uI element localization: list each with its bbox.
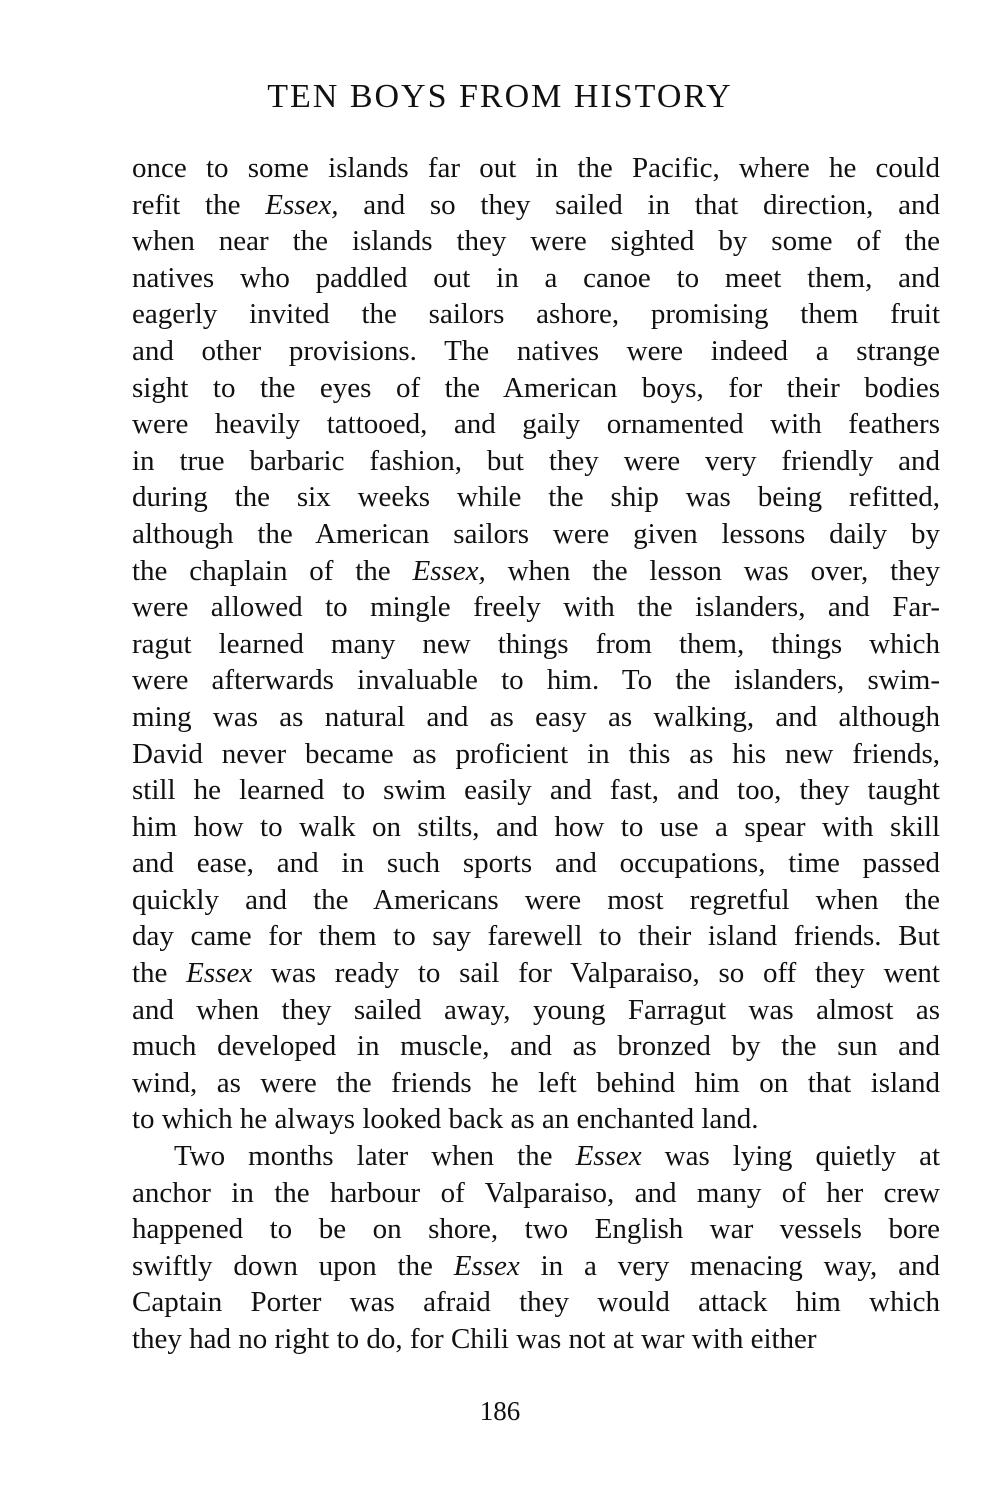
text-line xyxy=(132,553,940,590)
text-line xyxy=(132,479,940,516)
body-text xyxy=(132,150,940,1358)
text-run: refit the xyxy=(132,188,266,221)
text-run: Two months later when the xyxy=(174,1140,576,1173)
text-run: were allowed to mingle freely with the islanders, and Far- xyxy=(132,591,940,624)
text-run: and when they sailed away, young Farragut was almost as xyxy=(132,993,940,1026)
text-run: in true barbaric fashion, but they were very friendly and xyxy=(132,444,940,477)
text-run: although the American sailors were given lessons daily by xyxy=(132,517,940,550)
text-line xyxy=(132,699,940,736)
text-line xyxy=(132,589,940,626)
text-run: him how to walk on stilts, and how to use a spear with skill xyxy=(132,810,940,843)
text-line xyxy=(132,1284,940,1321)
text-run: when near the islands they were sighted by some of the xyxy=(132,225,940,258)
paragraph xyxy=(132,150,940,1138)
text-line xyxy=(132,1028,940,1065)
page-number: 186 xyxy=(479,1396,521,1426)
text-line xyxy=(132,516,940,553)
text-line xyxy=(132,626,940,663)
text-run: sight to the eyes of the American boys, for their bodies xyxy=(132,371,940,404)
text-run: and ease, and in such sports and occupations, time passed xyxy=(132,847,940,880)
text-line xyxy=(132,333,940,370)
text-run: swiftly down upon the xyxy=(132,1249,454,1282)
text-line xyxy=(132,882,940,919)
text-run: to which he always looked back as an enchanted land. xyxy=(132,1103,759,1136)
text-line xyxy=(132,187,940,224)
text-run: in a very menacing way, and xyxy=(519,1249,940,1282)
text-line xyxy=(132,150,940,187)
text-run: quickly and the Americans were most regretful when the xyxy=(132,883,940,916)
text-line xyxy=(132,1101,940,1138)
text-run: was ready to sail for Valparaiso, so off they went xyxy=(252,957,940,990)
text-run: they had no right to do, for Chili was not at war with either xyxy=(132,1323,817,1355)
text-run: when the lesson was over, they xyxy=(485,554,941,587)
text-line xyxy=(132,1138,940,1175)
text-run: eagerly invited the sailors ashore, promising them fruit xyxy=(132,298,940,331)
text-run: the xyxy=(132,957,187,990)
text-line xyxy=(132,260,940,297)
italic-ship-name: Essex, xyxy=(265,188,339,221)
text-run: day came for them to say farewell to their island friends. But xyxy=(132,920,940,953)
text-run: natives who paddled out in a canoe to meet them, and xyxy=(132,261,940,294)
text-run: happened to be on shore, two English war vessels bore xyxy=(132,1213,940,1246)
text-run: once to some islands far out in the Pacific, where he could xyxy=(132,152,940,184)
text-line xyxy=(132,370,940,407)
text-line xyxy=(132,736,940,773)
text-line xyxy=(132,992,940,1029)
italic-ship-name: Essex xyxy=(186,957,253,990)
text-run: ragut learned many new things from them, things which xyxy=(132,627,940,660)
text-line xyxy=(132,1321,940,1358)
text-line xyxy=(132,918,940,955)
text-run: Captain Porter was afraid they would attack him which xyxy=(132,1286,940,1319)
text-line xyxy=(132,772,940,809)
running-head: TEN BOYS FROM HISTORY xyxy=(267,78,733,115)
italic-ship-name: Essex xyxy=(575,1140,642,1173)
text-run: much developed in muscle, and as bronzed by the sun and xyxy=(132,1030,940,1063)
text-line xyxy=(132,1175,940,1212)
text-line xyxy=(132,845,940,882)
text-line xyxy=(132,1065,940,1102)
text-run: during the six weeks while the ship was being refitted, xyxy=(132,481,940,514)
paragraph xyxy=(132,1138,940,1358)
text-run: and other provisions. The natives were indeed a strange xyxy=(132,334,940,367)
text-run: were heavily tattooed, and gaily ornamented with feathers xyxy=(132,408,940,441)
text-line xyxy=(132,223,940,260)
text-run: wind, as were the friends he left behind him on that island xyxy=(132,1066,940,1099)
text-run: ming was as natural and as easy as walking, and although xyxy=(132,700,940,733)
text-run: and so they sailed in that direction, and xyxy=(338,188,940,221)
text-run: still he learned to swim easily and fast, and too, they taught xyxy=(132,774,940,807)
text-line xyxy=(132,296,940,333)
text-run: were afterwards invaluable to him. To the islanders, swim- xyxy=(132,664,940,697)
text-line xyxy=(132,443,940,480)
text-line xyxy=(132,406,940,443)
italic-ship-name: Essex xyxy=(453,1249,520,1282)
text-line xyxy=(132,955,940,992)
text-line xyxy=(132,1211,940,1248)
text-run: David never became as proficient in this as his new friends, xyxy=(132,737,940,770)
text-run: the chaplain of the xyxy=(132,554,413,587)
text-line xyxy=(132,662,940,699)
text-run: anchor in the harbour of Valparaiso, and many of her crew xyxy=(132,1176,940,1209)
text-run: was lying quietly at xyxy=(641,1140,940,1173)
text-line xyxy=(132,1248,940,1285)
text-line xyxy=(132,809,940,846)
italic-ship-name: Essex, xyxy=(412,554,486,587)
